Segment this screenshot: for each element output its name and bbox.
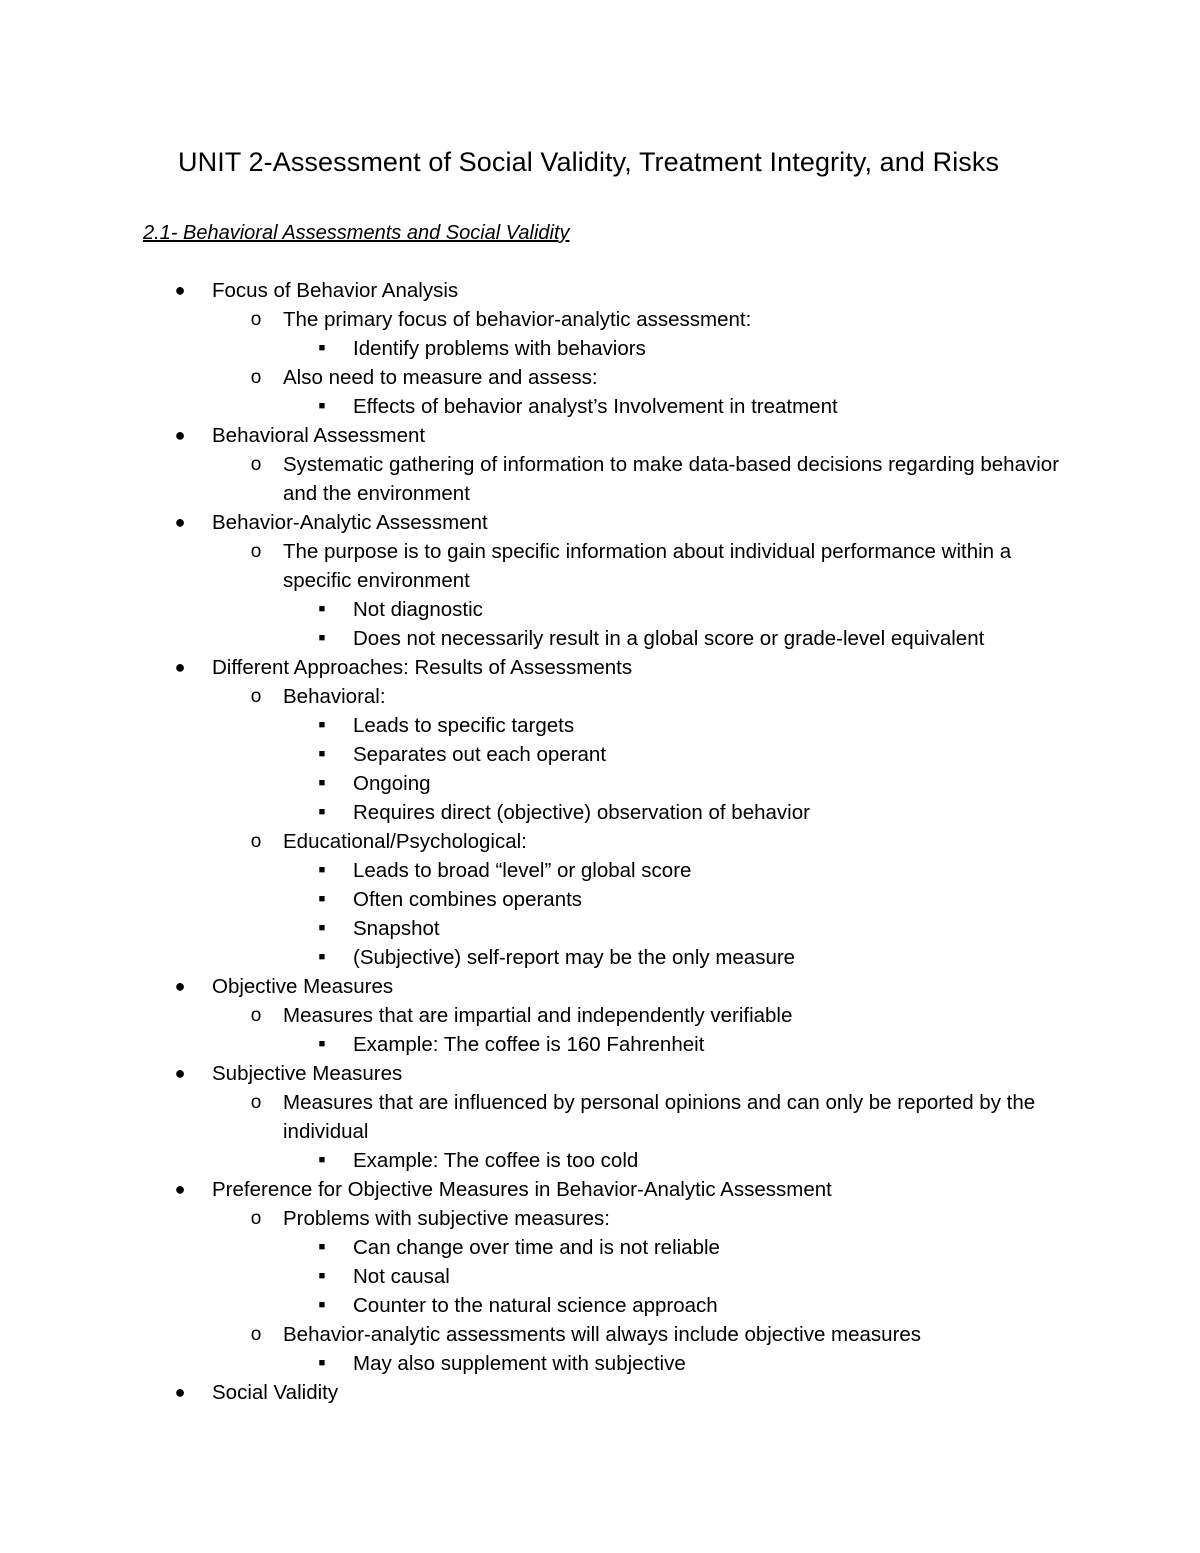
list-item-level-3 xyxy=(0,1030,1200,1059)
bullet-dot-icon: ● xyxy=(174,976,186,996)
bullet-square-icon: ■ xyxy=(318,893,326,905)
bullet-circle-icon: o xyxy=(250,1005,262,1026)
list-item-text: (Subjective) self-report may be the only measure xyxy=(353,946,796,969)
list-item-level-1 xyxy=(0,276,1200,305)
list-item-text: Measures that are influenced by personal opinions and can only be reported by the individual xyxy=(283,1091,1036,1143)
list-item-level-1 xyxy=(0,1378,1200,1407)
bullet-square-icon: ■ xyxy=(318,603,326,615)
section-heading: 2.1- Behavioral Assessments and Social Validity xyxy=(143,222,570,244)
list-item-level-2 xyxy=(0,1204,1200,1233)
bullet-square-icon: ■ xyxy=(318,632,326,644)
list-item-text: Counter to the natural science approach xyxy=(353,1294,718,1317)
list-item-level-1 xyxy=(0,972,1200,1001)
list-item-level-1 xyxy=(0,1175,1200,1204)
list-item-level-3 xyxy=(0,740,1200,769)
list-item-level-3 xyxy=(0,1146,1200,1175)
list-item-text: Different Approaches: Results of Assessments xyxy=(212,656,633,679)
list-item-text: Identify problems with behaviors xyxy=(353,337,646,360)
list-item-text: Effects of behavior analyst’s Involvement in treatment xyxy=(353,395,838,418)
list-item-text: Behavior-analytic assessments will always include objective measures xyxy=(283,1323,922,1346)
list-item-level-3 xyxy=(0,334,1200,363)
bullet-square-icon: ■ xyxy=(318,922,326,934)
bullet-square-icon: ■ xyxy=(318,1357,326,1369)
bullet-dot-icon: ● xyxy=(174,280,186,300)
list-item-level-1 xyxy=(0,1059,1200,1088)
list-item-level-2 xyxy=(0,827,1200,856)
bullet-circle-icon: o xyxy=(250,309,262,330)
list-item-text: Does not necessarily result in a global score or grade-level equivalent xyxy=(353,627,985,650)
bullet-dot-icon: ● xyxy=(174,1382,186,1402)
bullet-square-icon: ■ xyxy=(318,400,326,412)
bullet-square-icon: ■ xyxy=(318,1299,326,1311)
list-item-level-2 xyxy=(0,305,1200,334)
bullet-dot-icon: ● xyxy=(174,512,186,532)
bullet-dot-icon: ● xyxy=(174,1063,186,1083)
list-item-text: Problems with subjective measures: xyxy=(283,1207,610,1230)
list-item-text: May also supplement with subjective xyxy=(353,1352,686,1375)
list-item-level-2 xyxy=(0,1088,1200,1146)
bullet-square-icon: ■ xyxy=(318,342,326,354)
list-item-level-3 xyxy=(0,624,1200,653)
bullet-circle-icon: o xyxy=(250,831,262,852)
outline-list xyxy=(0,276,1200,1407)
list-item-text: Example: The coffee is 160 Fahrenheit xyxy=(353,1033,705,1056)
bullet-square-icon: ■ xyxy=(318,806,326,818)
bullet-circle-icon: o xyxy=(250,367,262,388)
bullet-square-icon: ■ xyxy=(318,1154,326,1166)
list-item-level-2 xyxy=(0,682,1200,711)
bullet-circle-icon: o xyxy=(250,541,262,562)
bullet-circle-icon: o xyxy=(250,1324,262,1345)
bullet-circle-icon: o xyxy=(250,1092,262,1113)
bullet-square-icon: ■ xyxy=(318,748,326,760)
bullet-dot-icon: ● xyxy=(174,1179,186,1199)
list-item-text: Behavioral: xyxy=(283,685,386,708)
bullet-square-icon: ■ xyxy=(318,1270,326,1282)
bullet-square-icon: ■ xyxy=(318,951,326,963)
page-title: UNIT 2-Assessment of Social Validity, Treatment Integrity, and Risks xyxy=(178,147,1000,177)
list-item-level-3 xyxy=(0,392,1200,421)
list-item-text: Educational/Psychological: xyxy=(283,830,527,853)
list-item-text: Measures that are impartial and independently verifiable xyxy=(283,1004,793,1027)
list-item-level-2 xyxy=(0,1320,1200,1349)
list-item-level-3 xyxy=(0,1349,1200,1378)
list-item-level-1 xyxy=(0,421,1200,450)
list-item-text: Can change over time and is not reliable xyxy=(353,1236,720,1259)
list-item-level-2 xyxy=(0,537,1200,595)
list-item-text: Separates out each operant xyxy=(353,743,607,766)
bullet-square-icon: ■ xyxy=(318,1038,326,1050)
list-item-text: Leads to broad “level” or global score xyxy=(353,859,692,882)
list-item-text: Subjective Measures xyxy=(212,1062,403,1085)
list-item-level-3 xyxy=(0,1291,1200,1320)
list-item-text: Preference for Objective Measures in Behavior-Analytic Assessment xyxy=(212,1178,832,1201)
list-item-text: The purpose is to gain specific information about individual performance within a specific environment xyxy=(283,540,1012,592)
list-item-level-3 xyxy=(0,943,1200,972)
list-item-text: Social Validity xyxy=(212,1381,339,1404)
list-item-level-1 xyxy=(0,653,1200,682)
list-item-level-3 xyxy=(0,1233,1200,1262)
list-item-text: Not diagnostic xyxy=(353,598,483,621)
list-item-level-2 xyxy=(0,1001,1200,1030)
list-item-text: Also need to measure and assess: xyxy=(283,366,598,389)
list-item-text: Requires direct (objective) observation of behavior xyxy=(353,801,810,824)
list-item-text: Objective Measures xyxy=(212,975,394,998)
bullet-circle-icon: o xyxy=(250,454,262,475)
list-item-level-2 xyxy=(0,450,1200,508)
bullet-square-icon: ■ xyxy=(318,864,326,876)
list-item-text: Not causal xyxy=(353,1265,450,1288)
list-item-level-3 xyxy=(0,769,1200,798)
list-item-text: Ongoing xyxy=(353,772,431,795)
list-item-text: Behavior-Analytic Assessment xyxy=(212,511,488,534)
list-item-text: Focus of Behavior Analysis xyxy=(212,279,459,302)
list-item-text: The primary focus of behavior-analytic assessment: xyxy=(283,308,752,331)
list-item-level-3 xyxy=(0,1262,1200,1291)
bullet-dot-icon: ● xyxy=(174,425,186,445)
bullet-square-icon: ■ xyxy=(318,719,326,731)
list-item-text: Behavioral Assessment xyxy=(212,424,426,447)
bullet-dot-icon: ● xyxy=(174,657,186,677)
list-item-level-3 xyxy=(0,798,1200,827)
bullet-square-icon: ■ xyxy=(318,1241,326,1253)
list-item-level-1 xyxy=(0,508,1200,537)
list-item-level-3 xyxy=(0,885,1200,914)
list-item-level-3 xyxy=(0,595,1200,624)
list-item-text: Snapshot xyxy=(353,917,440,940)
list-item-text: Example: The coffee is too cold xyxy=(353,1149,639,1172)
list-item-text: Often combines operants xyxy=(353,888,583,911)
list-item-text: Leads to specific targets xyxy=(353,714,575,737)
list-item-level-3 xyxy=(0,711,1200,740)
list-item-level-3 xyxy=(0,914,1200,943)
list-item-level-2 xyxy=(0,363,1200,392)
bullet-square-icon: ■ xyxy=(318,777,326,789)
list-item-level-3 xyxy=(0,856,1200,885)
bullet-circle-icon: o xyxy=(250,1208,262,1229)
bullet-circle-icon: o xyxy=(250,686,262,707)
list-item-text: Systematic gathering of information to make data-based decisions regarding behavior and the environment xyxy=(283,453,1060,505)
